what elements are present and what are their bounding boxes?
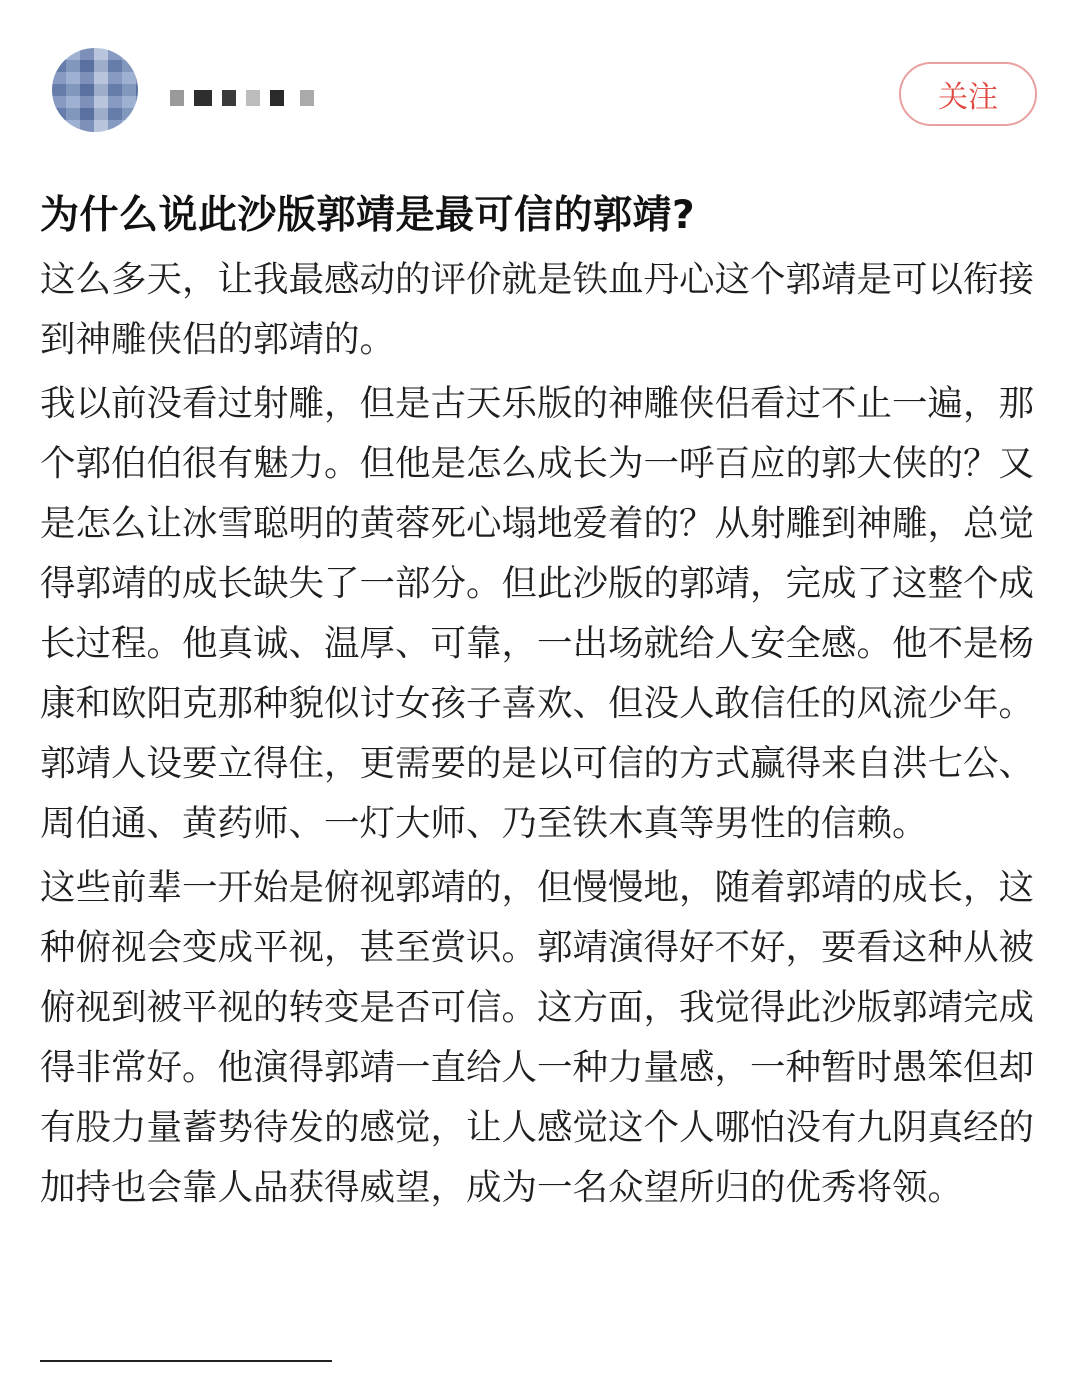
paragraph: 这么多天，让我最感动的评价就是铁血丹心这个郭靖是可以衔接到神雕侠侣的郭靖的。 [40,259,1035,360]
follow-button[interactable]: 关注 [899,62,1037,126]
avatar[interactable] [52,48,138,132]
post-body [40,250,1042,1222]
username-blurred[interactable] [170,89,314,107]
blur-block [246,90,260,106]
blur-block [222,90,236,106]
blur-block [270,90,284,106]
paragraph: 这些前辈一开始是俯视郭靖的，但慢慢地，随着郭靖的成长，这种俯视会变成平视，甚至赏识。郭靖演得好不好，要看这种从被俯视到被平视的转变是否可信。这方面，我觉得此沙版郭靖完成得非常好。他演得郭靖一直给人一种力量感，一种暂时愚笨但却有股力量蓄势待发的感觉，让人感觉这个人哪怕没有九阴真经的加持也会靠人品获得威望，成为一名众望所归的优秀将领。 [40,867,1035,1208]
blur-block [170,90,184,106]
post-title: 为什么说此沙版郭靖是最可信的郭靖? [40,193,696,238]
blur-block [300,90,314,106]
blur-block [194,90,212,106]
post-header [0,0,1080,160]
paragraph: 我以前没看过射雕，但是古天乐版的神雕侠侣看过不止一遍，那个郭伯伯很有魅力。但他是怎么成长为一呼百应的郭大侠的？又是怎么让冰雪聪明的黄蓉死心塌地爱着的？从射雕到神雕，总觉得郭靖的成长缺失了一部分。但此沙版的郭靖，完成了这整个成长过程。他真诚、温厚、可靠，一出场就给人安全感。他不是杨康和欧阳克那种貌似讨女孩子喜欢、但没人敢信任的风流少年。郭靖人设要立得住，更需要的是以可信的方式赢得来自洪七公、周伯通、黄药师、一灯大师、乃至铁木真等男性的信赖。 [40,383,1035,844]
divider-line [40,1360,332,1362]
